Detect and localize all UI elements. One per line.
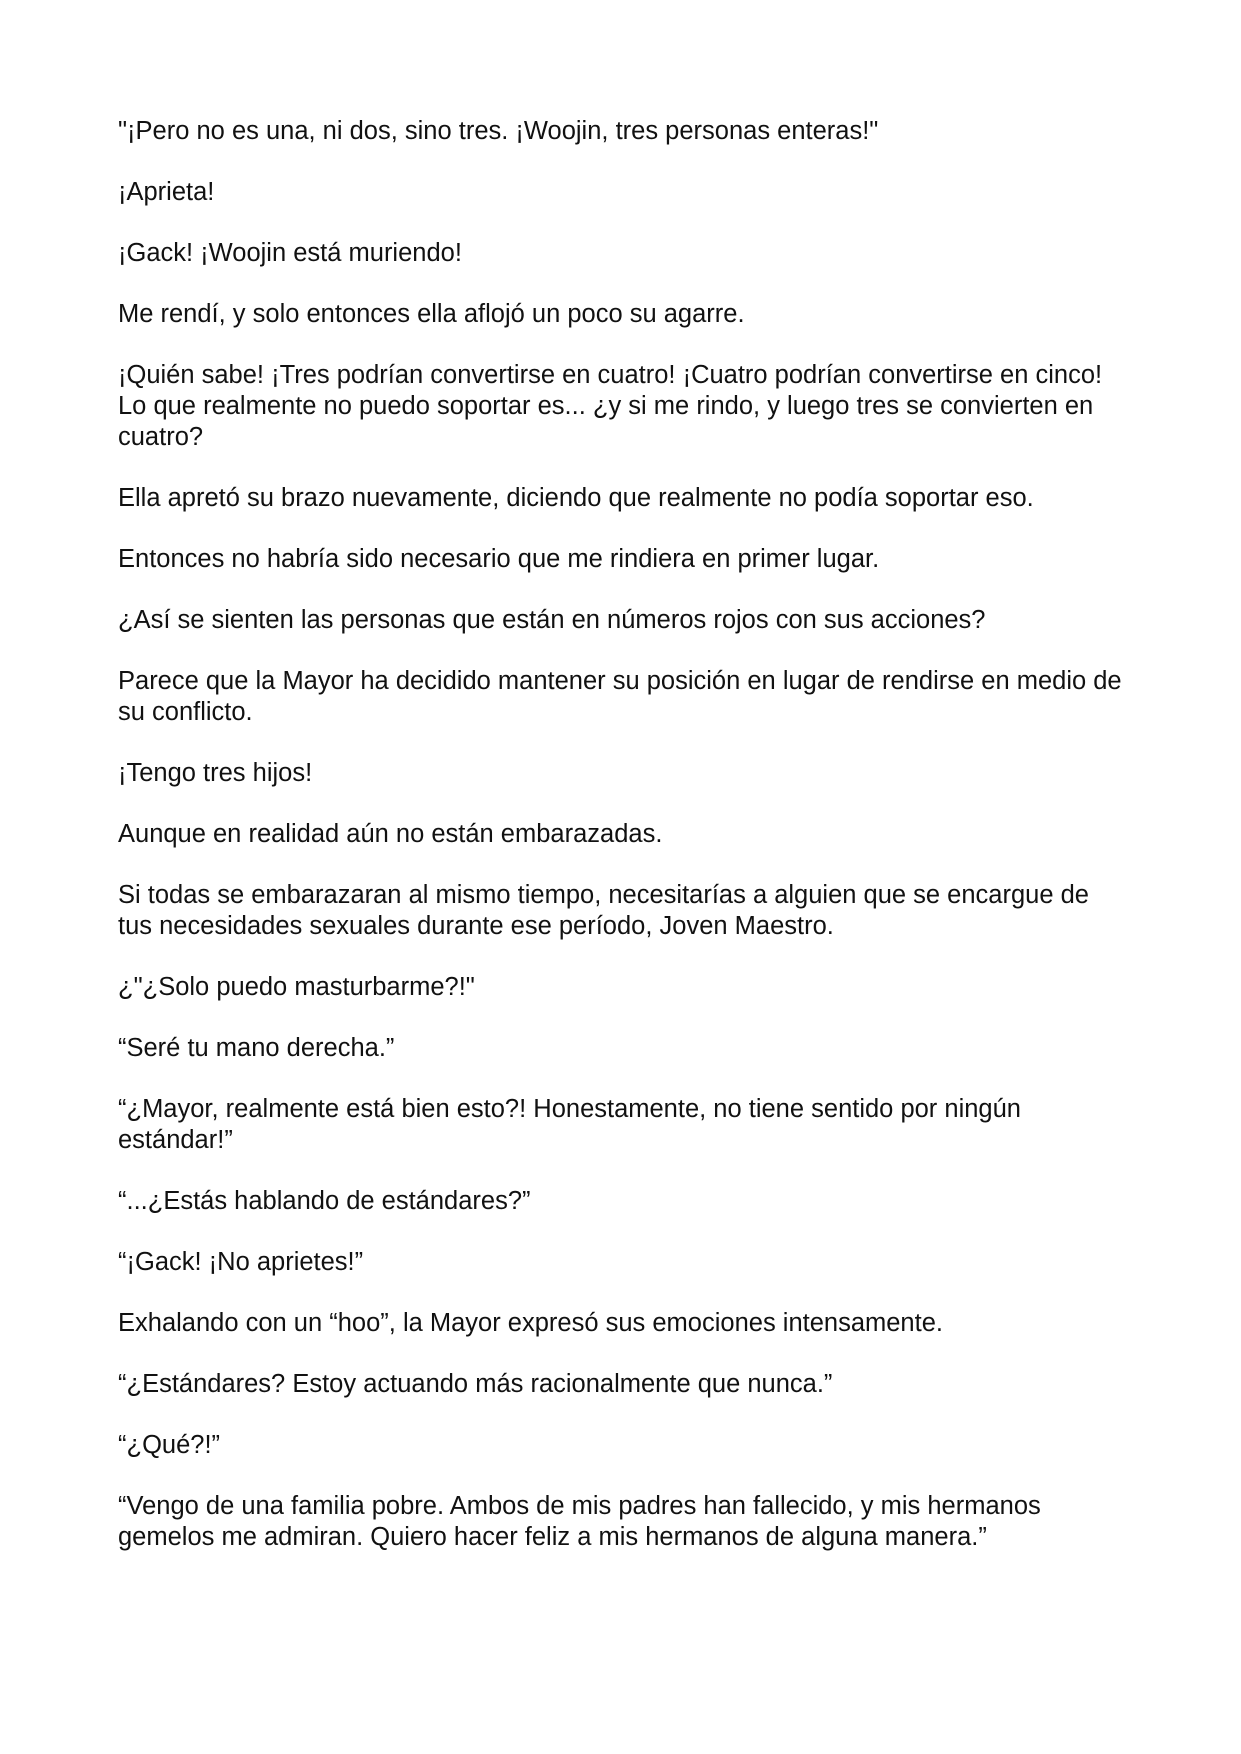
paragraph: ¿Así se sienten las personas que están en números rojos con sus acciones? (118, 606, 986, 634)
paragraph: ¡Quién sabe! ¡Tres podrían convertirse en cuatro! ¡Cuatro podrían convertirse en cinco! Lo que realmente no puedo soportar es... ¿y si me rindo, y luego tres se convierten en cuatro? (118, 361, 1103, 451)
paragraph: ¿"¿Solo puedo masturbarme?!" (118, 973, 475, 1001)
paragraph: “¿Estándares? Estoy actuando más racionalmente que nunca.” (118, 1370, 833, 1398)
paragraph: "¡Pero no es una, ni dos, sino tres. ¡Woojin, tres personas enteras!" (118, 117, 879, 145)
paragraph: Ella apretó su brazo nuevamente, diciendo que realmente no podía soportar eso. (118, 484, 1034, 512)
paragraph: “¡Gack! ¡No aprietes!” (118, 1248, 364, 1276)
paragraph: ¡Aprieta! (118, 178, 215, 206)
document-body (118, 116, 1128, 1583)
paragraph: Aunque en realidad aún no están embarazadas. (118, 820, 663, 848)
paragraph: Entonces no habría sido necesario que me rindiera en primer lugar. (118, 545, 880, 573)
paragraph: ¡Tengo tres hijos! (118, 759, 313, 787)
paragraph: “¿Mayor, realmente está bien esto?! Honestamente, no tiene sentido por ningún estándar!” (118, 1095, 1021, 1154)
paragraph: Parece que la Mayor ha decidido mantener su posición en lugar de rendirse en medio de su conflicto. (118, 667, 1122, 726)
paragraph: “Seré tu mano derecha.” (118, 1034, 395, 1062)
paragraph: “...¿Estás hablando de estándares?” (118, 1187, 531, 1215)
paragraph: “Vengo de una familia pobre. Ambos de mis padres han fallecido, y mis hermanos gemelos me admiran. Quiero hacer feliz a mis hermanos de alguna manera.” (118, 1492, 1041, 1551)
paragraph: “¿Qué?!” (118, 1431, 221, 1459)
paragraph: ¡Gack! ¡Woojin está muriendo! (118, 239, 462, 267)
paragraph: Exhalando con un “hoo”, la Mayor expresó sus emociones intensamente. (118, 1309, 943, 1337)
paragraph: Si todas se embarazaran al mismo tiempo, necesitarías a alguien que se encargue de tus necesidades sexuales durante ese período, Joven Maestro. (118, 881, 1089, 940)
paragraph: Me rendí, y solo entonces ella aflojó un poco su agarre. (118, 300, 745, 328)
